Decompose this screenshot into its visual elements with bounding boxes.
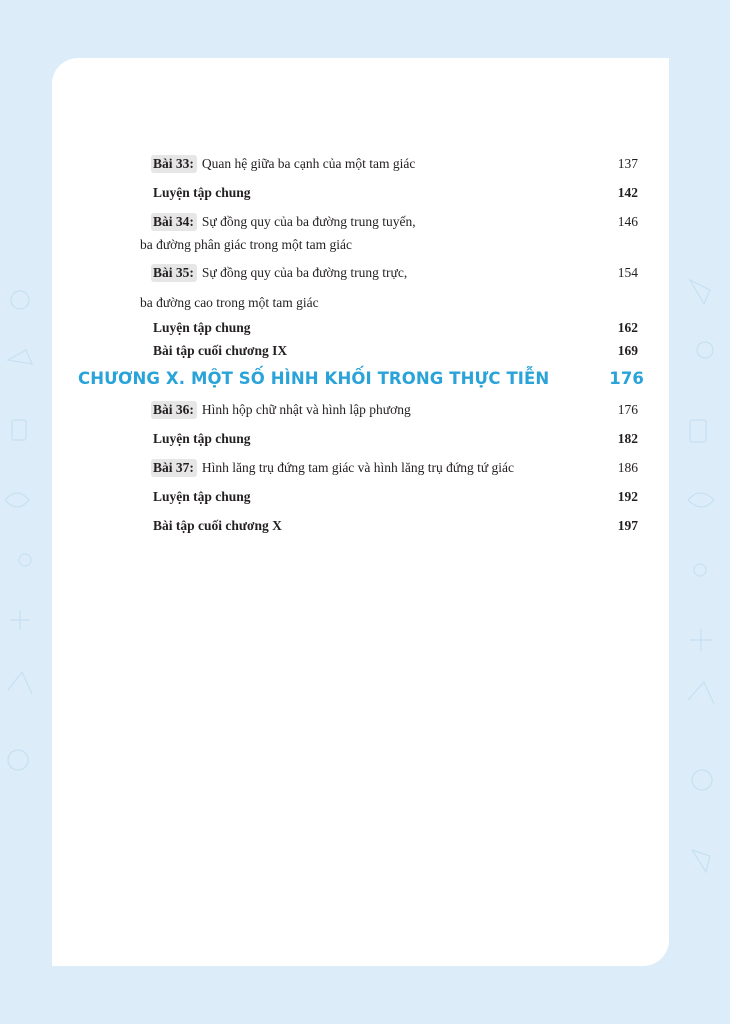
page-number: 162 bbox=[617, 320, 638, 335]
toc-row-lesson-36[interactable] bbox=[153, 401, 638, 419]
lesson-title-line2: ba đường cao trong một tam giác bbox=[140, 295, 319, 310]
toc-row-lesson-34[interactable] bbox=[140, 213, 638, 254]
lesson-title: Quan hệ giữa ba cạnh của một tam giác bbox=[201, 156, 416, 171]
section-title: Luyện tập chung bbox=[153, 489, 251, 504]
chapter-heading[interactable] bbox=[78, 368, 644, 390]
lesson-badge: Bài 37: bbox=[151, 459, 197, 477]
toc-row-lesson-33[interactable] bbox=[153, 155, 638, 173]
toc-row-practice[interactable] bbox=[153, 430, 638, 448]
section-title: Luyện tập chung bbox=[153, 431, 251, 446]
toc-row-practice[interactable] bbox=[153, 319, 638, 337]
page-number: 197 bbox=[617, 518, 638, 533]
page-number: 186 bbox=[617, 460, 638, 475]
page-number: 169 bbox=[617, 343, 638, 358]
page-number: 146 bbox=[617, 214, 638, 229]
toc-row-practice[interactable] bbox=[153, 488, 638, 506]
lesson-title: Sự đồng quy của ba đường trung tuyến, bbox=[201, 214, 416, 229]
lesson-title: Hình lăng trụ đứng tam giác và hình lăng trụ đứng tứ giác bbox=[201, 460, 515, 475]
toc-row-chapter-review[interactable] bbox=[153, 517, 638, 535]
chapter-title: CHƯƠNG X. MỘT SỐ HÌNH KHỐI TRONG THỰC TIỄN bbox=[78, 369, 550, 388]
lesson-title: Hình hộp chữ nhật và hình lập phương bbox=[201, 402, 411, 417]
page-number: 182 bbox=[617, 431, 638, 446]
toc-row-lesson-37[interactable] bbox=[153, 459, 638, 477]
page-number: 137 bbox=[617, 156, 638, 171]
toc-row-practice[interactable] bbox=[153, 184, 638, 202]
page-number: 176 bbox=[617, 402, 638, 417]
section-title: Luyện tập chung bbox=[153, 320, 251, 335]
page-number: 192 bbox=[617, 489, 638, 504]
lesson-badge: Bài 36: bbox=[151, 401, 197, 419]
section-title: Bài tập cuối chương X bbox=[153, 518, 282, 533]
lesson-title: Sự đồng quy của ba đường trung trực, bbox=[201, 265, 408, 280]
section-title: Luyện tập chung bbox=[153, 185, 251, 200]
lesson-title-line2: ba đường phân giác trong một tam giác bbox=[140, 237, 353, 252]
toc-row-chapter-review[interactable] bbox=[153, 342, 638, 360]
page-number: 142 bbox=[617, 185, 638, 200]
page-number: 154 bbox=[617, 265, 638, 280]
toc-row-lesson-35[interactable] bbox=[140, 264, 638, 312]
lesson-badge: Bài 34: bbox=[151, 213, 197, 231]
section-title: Bài tập cuối chương IX bbox=[153, 343, 288, 358]
chapter-page-number: 176 bbox=[609, 369, 644, 388]
lesson-badge: Bài 33: bbox=[151, 155, 197, 173]
lesson-badge: Bài 35: bbox=[151, 264, 197, 282]
